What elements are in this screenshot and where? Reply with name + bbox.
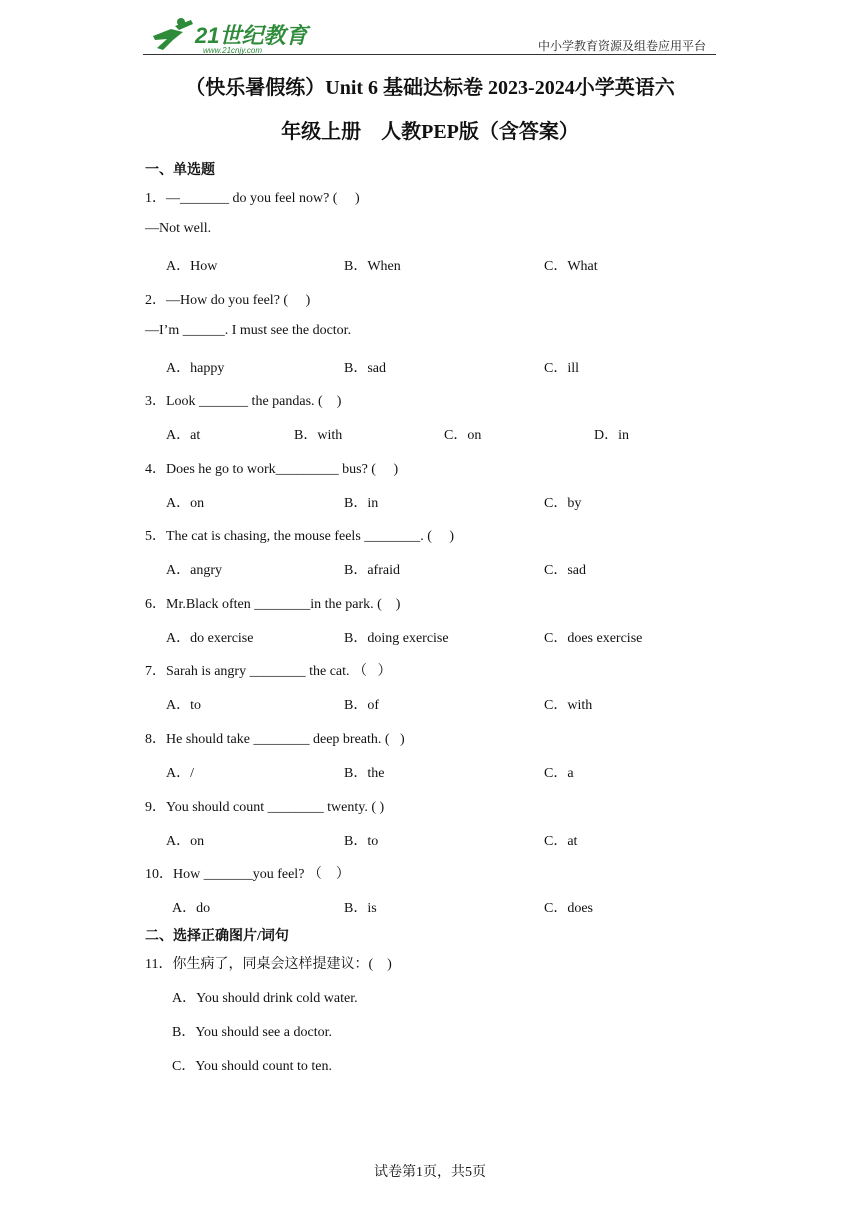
option-a[interactable]: A．to xyxy=(166,698,201,713)
section-heading-single-choice: 一、单选题 xyxy=(145,163,215,178)
option-c[interactable]: C．by xyxy=(544,496,582,511)
option-a[interactable]: A．angry xyxy=(166,563,222,578)
option-b[interactable]: B．with xyxy=(294,428,343,443)
question-stem: 2．—How do you feel? ( ) xyxy=(145,293,311,308)
option-b[interactable]: B．When xyxy=(344,259,401,274)
option-c[interactable]: C．sad xyxy=(544,563,586,578)
page-footer: 试卷第1页，共5页 xyxy=(374,1165,486,1180)
option-c[interactable]: C．a xyxy=(544,766,574,781)
option-a[interactable]: A．do exercise xyxy=(166,631,254,646)
page-title-line1: （快乐暑假练）Unit 6 基础达标卷 2023-2024小学英语六 xyxy=(185,77,675,99)
page-title-line2: 年级上册 人教PEP版（含答案） xyxy=(281,121,579,143)
option-b[interactable]: B．to xyxy=(344,834,379,849)
option-a[interactable]: A．on xyxy=(166,834,205,849)
section-heading-picture-choice: 二、选择正确图片/词句 xyxy=(145,929,289,944)
option-b[interactable]: B．You should see a doctor. xyxy=(172,1025,332,1040)
option-a[interactable]: A．at xyxy=(166,428,201,443)
option-a[interactable]: A．do xyxy=(172,901,211,916)
logo-url: www.21cnjy.com xyxy=(203,46,262,54)
question-stem: 9．You should count ________ twenty. ( ) xyxy=(145,800,385,815)
option-b[interactable]: B．sad xyxy=(344,361,386,376)
option-b[interactable]: B．the xyxy=(344,766,385,781)
option-c[interactable]: C．What xyxy=(544,259,598,274)
option-c[interactable]: C．ill xyxy=(544,361,580,376)
question-stem: —Not well. xyxy=(145,221,212,236)
logo-text: 21世纪教育 xyxy=(195,23,308,48)
option-c[interactable]: C．does exercise xyxy=(544,631,643,646)
question-stem: 4．Does he go to work_________ bus? ( ) xyxy=(145,462,399,477)
question-stem: 7．Sarah is angry ________ the cat. （ ） xyxy=(145,664,392,679)
option-b[interactable]: B．doing exercise xyxy=(344,631,449,646)
option-b[interactable]: B．is xyxy=(344,901,377,916)
page-header xyxy=(143,12,716,56)
question-stem: 8．He should take ________ deep breath. ( ) xyxy=(145,732,405,747)
header-rule xyxy=(143,54,716,55)
option-c[interactable]: C．at xyxy=(544,834,578,849)
option-c[interactable]: C．does xyxy=(544,901,593,916)
option-a[interactable]: A．/ xyxy=(166,766,194,781)
option-b[interactable]: B．of xyxy=(344,698,379,713)
question-stem: 10．How _______you feel? （ ） xyxy=(145,867,350,882)
question-stem: —I’m ______. I must see the doctor. xyxy=(145,323,352,338)
option-c[interactable]: C．on xyxy=(444,428,482,443)
option-d[interactable]: D．in xyxy=(594,428,629,443)
question-stem: 5．The cat is chasing, the mouse feels ________. ( ) xyxy=(145,529,455,544)
question-stem: 1．—_______ do you feel now? ( ) xyxy=(145,191,360,206)
option-a[interactable]: A．happy xyxy=(166,361,225,376)
logo-21cnjy xyxy=(143,16,313,54)
question-stem: 6．Mr.Black often ________in the park. ( ) xyxy=(145,597,401,612)
option-b[interactable]: B．in xyxy=(344,496,379,511)
question-stem: 11．你生病了，同桌会这样提建议：( ) xyxy=(145,957,392,972)
option-a[interactable]: A．on xyxy=(166,496,205,511)
option-a[interactable]: A．How xyxy=(166,259,218,274)
option-c[interactable]: C．You should count to ten. xyxy=(172,1059,332,1074)
option-c[interactable]: C．with xyxy=(544,698,593,713)
option-b[interactable]: B．afraid xyxy=(344,563,400,578)
platform-label: 中小学教育资源及组卷应用平台 xyxy=(537,39,706,53)
option-a[interactable]: A．You should drink cold water. xyxy=(172,991,358,1006)
question-stem: 3．Look _______ the pandas. ( ) xyxy=(145,394,342,409)
